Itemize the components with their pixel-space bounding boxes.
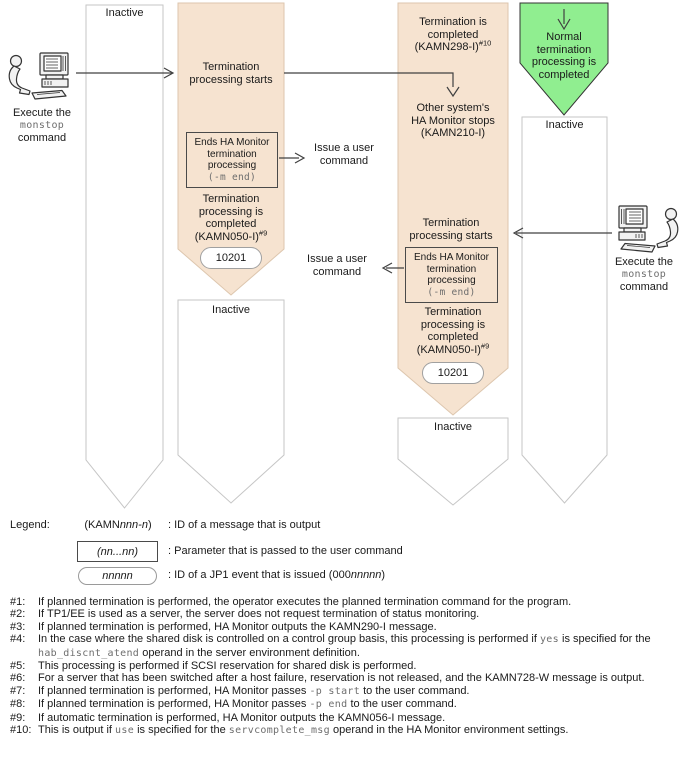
footnote-1: #1: If planned termination is performed, the operator executes the planned termination command for the program. [10, 596, 572, 608]
footnote-10: #10: This is output if use is specified for the servcomplete_msg operand in the HA Monitor environment settings. [10, 724, 569, 737]
right-box-code: (-m end) [427, 286, 476, 298]
operator-computer-icon-right [619, 206, 678, 252]
right-termination-start-label: Termination processing starts [409, 217, 493, 242]
inactive-label-far-right: Inactive [545, 119, 584, 131]
right-ends-ha-monitor-box: Ends HA Monitor termination processing (-m end) [405, 247, 498, 303]
execute-monstop-caption-right: Execute the monstop command [604, 256, 684, 294]
monstop-command-right: monstop [621, 268, 667, 280]
footnote-4: #4: In the case where the shared disk is controlled on a control group basis, this processing is performed if yes is specified for the hab_discnt_atend operand in the server environment definition. [10, 633, 651, 659]
right-jp1-event-id: 10201 [422, 362, 484, 384]
legend-event-sample-oval: nnnnn [78, 567, 157, 585]
left-ends-ha-monitor-box: Ends HA Monitor termination processing (-m end) [186, 132, 278, 188]
footnote-2: #2: If TP1/EE is used as a server, the server does not request termination of status monitoring. [10, 608, 480, 621]
footnotes [10, 596, 680, 737]
legend-title: Legend: [10, 519, 50, 531]
footnote-6: #6: For a server that has been switched after a host failure, reservation is not released, and the KAMN728-W message is output. [10, 672, 645, 685]
inactive-label-right-bottom: Inactive [434, 421, 472, 433]
monstop-command-left: monstop [19, 119, 65, 131]
left-termination-completed-label: Termination processing is completed (KAMN050-I)$^{\#9}$ [194, 193, 268, 243]
left-box-code: (-m end) [207, 171, 257, 183]
issue-user-command-left-label: Issue a user command [314, 142, 374, 167]
column-local-inactive-bottom [178, 300, 284, 503]
normal-termination-label: Normal termination processing is completed [531, 31, 597, 81]
legend-event-desc: : ID of a JP1 event that is issued (000nnnnn) [168, 569, 386, 581]
execute-monstop-caption-left: Execute the monstop command [2, 107, 82, 145]
column-right-inactive [522, 117, 607, 503]
footnote-9: #9: If automatic termination is performed, HA Monitor outputs the KAMN056-I message. [10, 711, 446, 724]
legend-parameter-desc: : Parameter that is passed to the user command [168, 545, 403, 557]
legend-parameter-sample-box: (nn...nn) [77, 541, 158, 562]
left-jp1-event-id: 10201 [200, 247, 262, 269]
footnote-3: #3: If planned termination is performed, HA Monitor outputs the KAMN290-I message. [10, 620, 437, 633]
left-termination-start-label: Termination processing starts [189, 61, 273, 86]
legend-message-desc: : ID of a message that is output [168, 519, 321, 531]
right-termination-completed-top-label: Termination is completed (KAMN298-I)$^{\#10}$ [414, 16, 492, 53]
legend-message-sample: (KAMNnnn-n) [84, 519, 152, 531]
operator-computer-icon-left [9, 53, 68, 99]
other-system-stops-label: Other system's HA Monitor stops (KAMN210-I) [411, 102, 495, 139]
inactive-label-left-top: Inactive [105, 7, 144, 19]
footnote-7: #7: If planned termination is performed, HA Monitor passes -p start to the user command. [10, 684, 470, 697]
right-termination-completed-label: Termination processing is completed (KAMN050-I)$^{\#9}$ [416, 306, 490, 356]
issue-user-command-right-label: Issue a user command [307, 253, 367, 278]
column-local-inactive-top [86, 5, 163, 508]
inactive-label-left-bottom: Inactive [212, 304, 250, 316]
footnote-5: #5: This processing is performed if SCSI reservation for shared disk is performed. [10, 660, 417, 673]
footnote-8: #8: If planned termination is performed, HA Monitor passes -p end to the user command. [10, 698, 457, 711]
